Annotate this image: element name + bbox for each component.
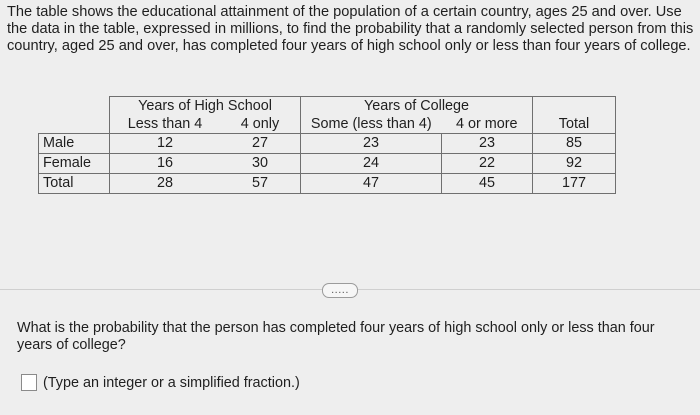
table-cell: 57 bbox=[220, 174, 301, 194]
table-cell: 27 bbox=[220, 134, 301, 154]
table-cell: 16 bbox=[110, 154, 221, 174]
answer-input[interactable] bbox=[21, 374, 37, 391]
empty-header-cell bbox=[533, 97, 616, 116]
table-row bbox=[39, 154, 616, 174]
table-row bbox=[39, 174, 616, 194]
more-dots-icon: ..... bbox=[331, 284, 349, 296]
table-cell: 28 bbox=[110, 174, 221, 194]
table-cell: 47 bbox=[301, 174, 442, 194]
table-cell: 12 bbox=[110, 134, 221, 154]
row-label: Male bbox=[39, 134, 110, 154]
table-row bbox=[39, 134, 616, 154]
header-years-college: Years of College bbox=[301, 97, 533, 116]
empty-header-cell bbox=[39, 115, 110, 134]
header-college-some: Some (less than 4) bbox=[301, 115, 442, 134]
table-cell: 92 bbox=[533, 154, 616, 174]
expand-more-button[interactable] bbox=[322, 283, 358, 298]
header-total: Total bbox=[533, 115, 616, 134]
table-group-header-row bbox=[39, 97, 616, 116]
row-label: Total bbox=[39, 174, 110, 194]
header-hs-less-than-4: Less than 4 bbox=[110, 115, 221, 134]
problem-statement: The table shows the educational attainment of the population of a certain country, ages 25 and over. Use the data in the table, expressed in millions, to find the probability that a randomly selected person from this country, aged 25 and over, has completed four years of high school only or less than four years of college. bbox=[7, 4, 694, 54]
row-label: Female bbox=[39, 154, 110, 174]
table-sub-header-row bbox=[39, 115, 616, 134]
header-hs-4-only: 4 only bbox=[220, 115, 301, 134]
table-cell: 30 bbox=[220, 154, 301, 174]
answer-row bbox=[21, 374, 300, 391]
table-cell: 22 bbox=[442, 154, 533, 174]
table-cell: 177 bbox=[533, 174, 616, 194]
header-college-4-or-more: 4 or more bbox=[442, 115, 533, 134]
table-cell: 45 bbox=[442, 174, 533, 194]
table-cell: 85 bbox=[533, 134, 616, 154]
answer-hint: (Type an integer or a simplified fraction.) bbox=[43, 374, 300, 391]
question-text: What is the probability that the person has completed four years of high school only or less than four years of college? bbox=[17, 320, 655, 353]
table-cell: 24 bbox=[301, 154, 442, 174]
header-years-high-school: Years of High School bbox=[110, 97, 301, 116]
empty-header-cell bbox=[39, 97, 110, 116]
table-cell: 23 bbox=[442, 134, 533, 154]
attainment-table bbox=[38, 96, 616, 194]
table-cell: 23 bbox=[301, 134, 442, 154]
